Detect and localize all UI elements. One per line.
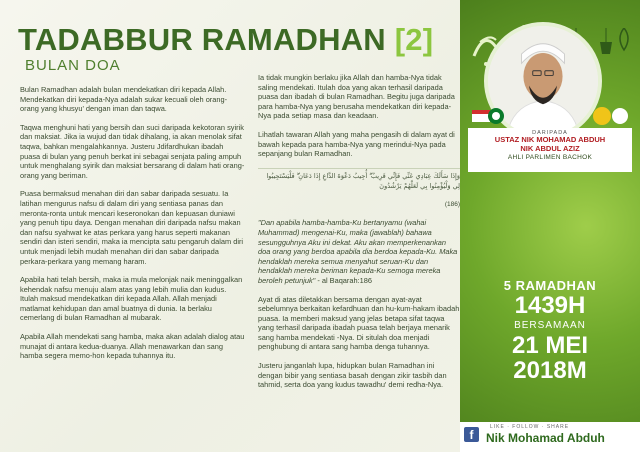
paragraph: Justeru janganlah lupa, hidupkan bulan Ramadhan ini dengan bibir yang sentiasa basah dengan zikir tasbih dan tahmid, serta doa yang kudus tawadhu' demi redha-Nya. (258, 361, 447, 390)
quran-verse-arabic: وَإِذَا سَأَلَكَ عِبَادِي عَنِّي فَإِنِّي قَرِيبٌ ۖ أُجِيبُ دَعْوَةَ الدَّاعِ إِذَا دَعَانِ ۖ فَلْيَسْتَجِيبُوا لِي وَلْيُؤْمِنُوا بِي لَعَلَّهُمْ يَرْشُدُونَ (258, 168, 460, 191)
hijri-day: 5 RAMADHAN (503, 278, 597, 293)
verse-translation (258, 218, 460, 285)
paragraph: Ayat di atas diletakkan bersama dengan ayat-ayat sebelumnya berkaitan kefardhuan dan hu-kum-hakam ibadah puasa. Ia memberi maksud yang jelas betapa sifat taqwa yang terhasil daripada ibadah puasa telah berjaya menarik sang hamba mendekati -Nya. Di situlah doa menjadi penghubung di antara sang hamba denga tuhannya. (258, 294, 460, 352)
hijri-year: 1439H (514, 292, 586, 319)
page-title (18, 22, 433, 58)
author-panel (460, 0, 640, 452)
verse-number: (186) (444, 200, 460, 208)
author-position: AHLI PARLIMEN BACHOK (507, 154, 593, 161)
paragraph: Ia tidak mungkin berlaku jika Allah dan hamba-Nya tidak saling mendekati. Itulah doa yang akan terhasil daripada puasa dan ibadah di bulan Ramadhan. Begitu juga daripada para hamba-Nya yang berusaha mendekatkan diri kepada-Nya pada setiap masa dan keadaan. (258, 73, 455, 121)
page-subtitle: BULAN DOA (25, 57, 121, 74)
equivalent-label: BERSAMAAN (514, 320, 586, 331)
author-name-line2: NIK ABDUL AZIZ (520, 143, 580, 153)
author-name-box (468, 128, 632, 172)
text-column-left (20, 85, 245, 370)
paragraph: Apabila hati telah bersih, maka ia mula melonjak naik meninggalkan kehendak nafsu menuju alam atas yang lebih mulia dan kudus. Itulah maksud mendekatkan diri kepada Allah. Allah menjadi matlamat kehidupan dan amal buatnya di dunia. Ia berlaku cemerlang di bulan Ramadhan al mubarak. (20, 275, 243, 323)
footer-tagline: LIKE · FOLLOW · SHARE (490, 424, 570, 430)
translation-reference: - al Baqarah:186 (315, 275, 372, 285)
from-label: DARIPADA (532, 130, 568, 136)
social-footer[interactable] (460, 422, 640, 452)
party-logos (470, 104, 630, 128)
text-column-right (258, 73, 460, 399)
facebook-icon[interactable]: f (464, 427, 479, 442)
date-block (460, 278, 640, 383)
paragraph: Taqwa menghuni hati yang bersih dan suci daripada kekotoran syirik dan maksiat. Jika ia wujud dan tidak dihalang, ia akan menolak sifat taqwa, bahkan mengalahkannya. Justeru Jdifardhukan ibadah puasa di bulan yang penuh berkat ini sebagai senjata paling ampuh untuk menghalang syirik dan maksiat bersarang di dalam hati orang-orang yang beriman. (20, 122, 245, 180)
title-number: [2] (394, 22, 434, 57)
paragraph: Bulan Ramadhan adalah bulan mendekatkan diri kepada Allah. Mendekatkan diri kepada-Nya adalah sukar kecuali oleh orang-orang yang khusyu' dengan iman dan taqwa. (20, 85, 228, 114)
title-text: TADABBUR RAMADHAN (18, 22, 386, 57)
paragraph: Puasa bermaksud menahan diri dan sabar daripada sesuatu. Ia latihan mengurus nafsu di dalam diri yang sentiasa panas dan meronta-ronta untuk mencari keseronokan dan kepuasan duniawi yang penuh tipu daya. Dengan menahan diri daripada nafsu makan dan nafsu syahwat ke atas perkara yang harus seperti makanan sendiri dan isteri sendiri, maka ia mencipta satu pengaruh dalam diri untuk menjadi lebih mudah menahan diri dan sabar daripada perkara-perkara yang memang haram. (20, 189, 244, 266)
gregorian-year: 2018M (513, 357, 587, 384)
author-name-line1: USTAZ NIK MOHAMAD ABDUH (494, 135, 606, 144)
facebook-page-name[interactable]: Nik Mohamad Abduh (486, 431, 605, 445)
translation-text: "Dan apabila hamba-hamba-Ku bertanyamu (wahai Muhammad) mengenai-Ku, maka (jawablah) bahawa sesungguhnya Aku ini dekat. Aku akan memperkenankan doa orang yang berdoa apabila dia berdoa kepada-Ku. Maka hendaklah mereka semua menyahut seruan-Ku dan hendaklah mereka beriman kepada-Ku semoga mereka beroleh petunjuk" (258, 218, 458, 285)
gregorian-day: 21 MEI (511, 332, 589, 359)
paragraph: Lihatlah tawaran Allah yang maha pengasih di dalam ayat di bawah kepada para hamba-Nya yang merindui-Nya pada sepanjang bulan Ramadhan. (258, 129, 455, 159)
paragraph: Apabila Allah mendekati sang hamba, maka akan adalah dialog atau munajat di antara kedua-duanya. Allah menawarkan dan sang hamba segera memo-hon kepada tuhannya itu. (20, 332, 245, 361)
